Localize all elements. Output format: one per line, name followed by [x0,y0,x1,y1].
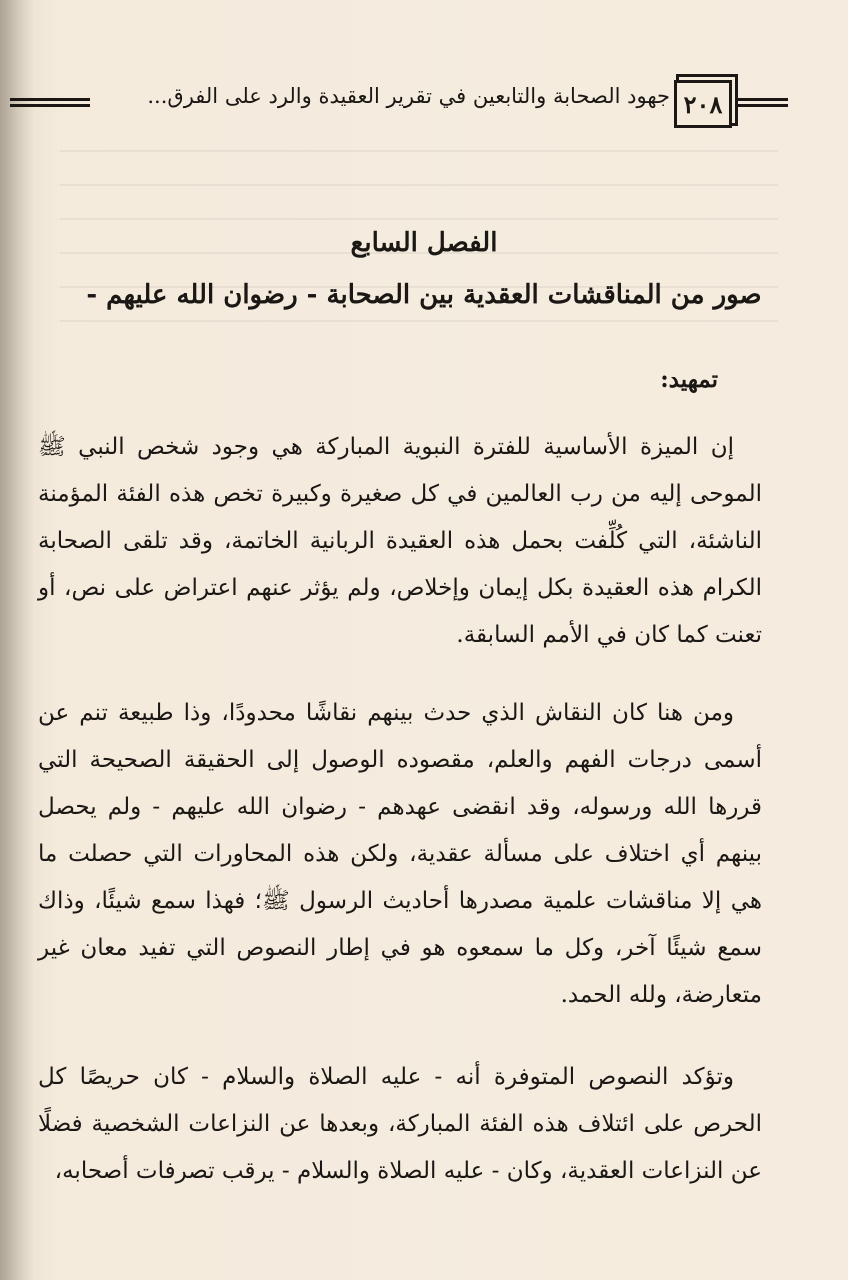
running-title: جهود الصحابة والتابعين في تقرير العقيدة والرد على الفرق... [147,84,670,108]
header-rule-right [730,98,788,107]
chapter-title: الفصل السابع [350,228,498,258]
paragraph-1 [38,424,762,659]
page-number: ٢٠٨ [674,80,732,128]
header-rule-left [10,98,90,107]
paragraph-text: إن الميزة الأساسية للفترة النبوية المباركة هي وجود شخص النبي ﷺ الموحى إليه من رب العالمين في كل صغيرة وكبيرة تخص هذه الفئة المؤمنة الناشئة، التي كُلِّفت بحمل هذه العقيدة الربانية الخاتمة، وقد تلقى الصحابة الكرام هذه العقيدة بكل إيمان وإخلاص، ولم يؤثر عنهم اعتراض على نص، أو تعنت كما كان في الأمم السابقة. [38,434,762,648]
paragraph-2 [38,690,762,1019]
paragraph-text: ومن هنا كان النقاش الذي حدث بينهم نقاشًا محدودًا، وذا طبيعة تنم عن أسمى درجات الفهم والعلم، مقصوده الوصول إلى الحقيقة الصحيحة التي قررها الله ورسوله، وقد انقضى عهدهم - رضوان الله عليهم - ولم يحصل بينهم أي اختلاف على مسألة عقدية، ولكن هذه المحاورات التي حصلت ما هي إلا مناقشات علمية مصدرها أحاديث الرسول ﷺ؛ فهذا سمع شيئًا، وذاك سمع شيئًا آخر، وكل ما سمعوه هو في إطار النصوص التي تفيد معان غير متعارضة، ولله الحمد. [38,700,762,1008]
intro-heading: تمهيد: [660,366,718,393]
paragraph-text: وتؤكد النصوص المتوفرة أنه - عليه الصلاة والسلام - كان حريصًا كل الحرص على ائتلاف هذه الفئة المباركة، وبعدها عن النزاعات الشخصية فضلًا عن النزاعات العقدية، وكان - عليه الصلاة والسلام - يرقب تصرفات أصحابه، [38,1064,762,1184]
paragraph-3 [38,1054,762,1195]
chapter-subtitle: صور من المناقشات العقدية بين الصحابة - رضوان الله عليهم - [86,280,762,310]
page-header [10,78,788,134]
spine-shadow [0,0,34,1280]
